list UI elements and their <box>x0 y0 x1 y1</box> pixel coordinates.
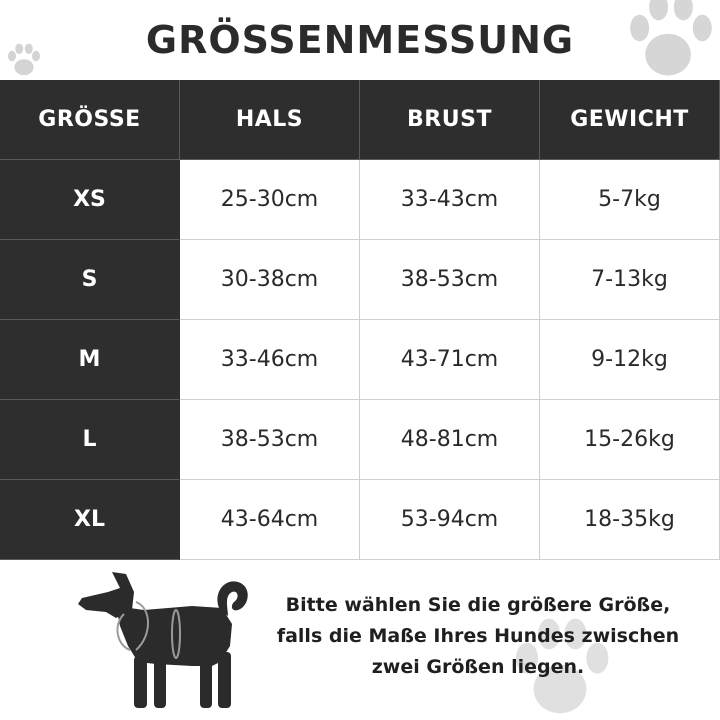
neck-value: 25-30cm <box>180 160 360 240</box>
column-header-size: GRÖSSE <box>0 80 180 160</box>
weight-value: 7-13kg <box>540 240 720 320</box>
neck-value: 30-38cm <box>180 240 360 320</box>
row-size-label: XL <box>0 480 180 560</box>
row-size-label: L <box>0 400 180 480</box>
column-header-neck: HALS <box>180 80 360 160</box>
chest-value: 53-94cm <box>360 480 540 560</box>
note-line: zwei Größen liegen. <box>371 656 585 678</box>
chest-value: 33-43cm <box>360 160 540 240</box>
neck-value: 38-53cm <box>180 400 360 480</box>
weight-value: 18-35kg <box>540 480 720 560</box>
row-size-label: S <box>0 240 180 320</box>
size-chart-table <box>0 80 720 560</box>
row-size-label: XS <box>0 160 180 240</box>
chest-value: 38-53cm <box>360 240 540 320</box>
size-advice-note <box>268 590 688 683</box>
neck-value: 43-64cm <box>180 480 360 560</box>
dog-silhouette-icon <box>72 566 252 716</box>
page-title: GRÖSSENMESSUNG <box>145 18 575 62</box>
weight-value: 5-7kg <box>540 160 720 240</box>
neck-value: 33-46cm <box>180 320 360 400</box>
row-size-label: M <box>0 320 180 400</box>
chest-value: 43-71cm <box>360 320 540 400</box>
note-line: falls die Maße Ihres Hundes zwischen <box>276 625 680 647</box>
chest-value: 48-81cm <box>360 400 540 480</box>
column-header-chest: BRUST <box>360 80 540 160</box>
weight-value: 9-12kg <box>540 320 720 400</box>
note-line: Bitte wählen Sie die größere Größe, <box>285 594 671 616</box>
column-header-weight: GEWICHT <box>540 80 720 160</box>
weight-value: 15-26kg <box>540 400 720 480</box>
